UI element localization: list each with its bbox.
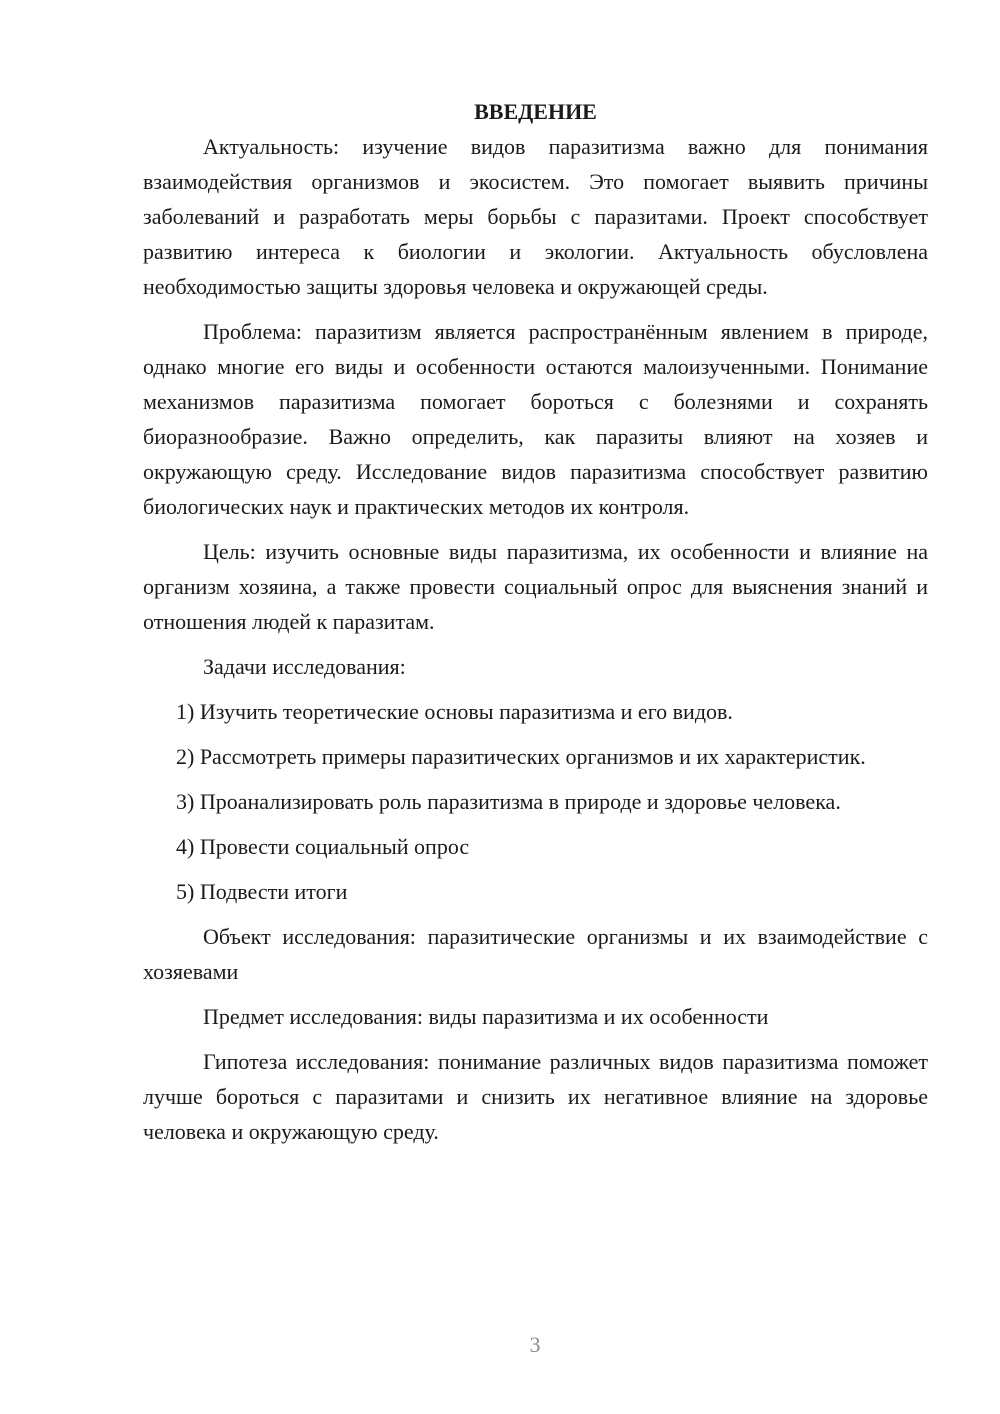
task-item-1: 1) Изучить теоретические основы паразитизма и его видов. <box>176 699 733 724</box>
task-item-4: 4) Провести социальный опрос <box>176 834 470 859</box>
paragraph-relevance: Актуальность: изучение видов паразитизма важно для понимания взаимодействия организмов и экосистем. Это помогает выявить причины заболеваний и разработать меры борьбы с паразитами. Проект способствует развитию интереса к биологии и экологии. Актуальность обусловлена необходимостью защиты здоровья человека и окружающей среды. <box>143 134 928 299</box>
task-item-3: 3) Проанализировать роль паразитизма в природе и здоровье человека. <box>176 789 841 814</box>
page-content <box>143 94 928 1159</box>
paragraph-hypothesis: Гипотеза исследования: понимание различных видов паразитизма поможет лучше бороться с паразитами и снизить их негативное влияние на здоровье человека и окружающую среду. <box>143 1049 928 1144</box>
paragraph-subject: Предмет исследования: виды паразитизма и их особенности <box>203 1004 769 1029</box>
tasks-heading: Задачи исследования: <box>203 654 406 679</box>
page-number: 3 <box>529 1332 541 1357</box>
task-item-2: 2) Рассмотреть примеры паразитических организмов и их характеристик. <box>176 744 866 769</box>
paragraph-problem: Проблема: паразитизм является распространённым явлением в природе, однако многие его виды и особенности остаются малоизученными. Понимание механизмов паразитизма помогает бороться с болезнями и сохранять биоразнообразие. Важно определить, как паразиты влияют на хозяев и окружающую среду. Исследование видов паразитизма способствует развитию биологических наук и практических методов их контроля. <box>143 319 928 519</box>
task-item-5: 5) Подвести итоги <box>176 879 348 904</box>
page-title: ВВЕДЕНИЕ <box>474 99 597 124</box>
paragraph-object: Объект исследования: паразитические организмы и их взаимодействие с хозяевами <box>143 924 928 984</box>
paragraph-goal: Цель: изучить основные виды паразитизма, их особенности и влияние на организм хозяина, а также провести социальный опрос для выяснения знаний и отношения людей к паразитам. <box>143 539 928 634</box>
